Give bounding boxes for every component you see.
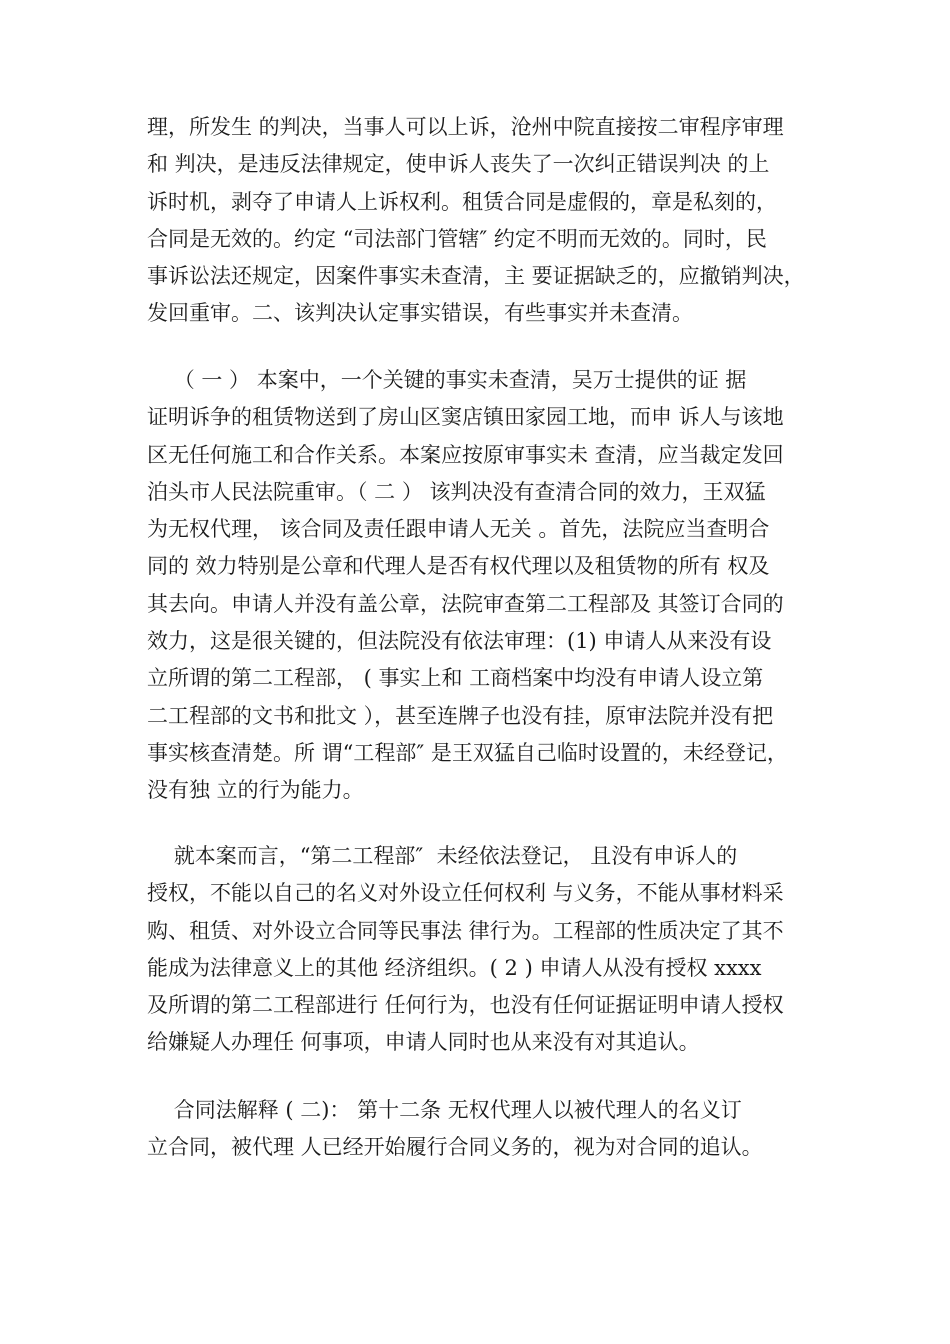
text-line: 就本案而言，“第二工程部″ 未经依法登记， 且没有申诉人的 bbox=[147, 844, 738, 868]
text-line: 诉时机，剥夺了申请人上诉权利。租赁合同是虚假的，章是私刻的， bbox=[147, 189, 777, 214]
text-line: 合同法解释 ( 二)： 第十二条 无权代理人以被代理人的名义订 bbox=[147, 1098, 742, 1122]
text-line: 事实核查清楚。所 谓“工程部″ 是王双猛自己临时设置的，未经登记， bbox=[147, 740, 788, 765]
text-line: 能成为法律意义上的其他 经济组织。( 2 ) 申请人从没有授权 xxxx bbox=[147, 955, 762, 980]
text-line: 理，所发生 的判决，当事人可以上诉，沧州中院直接按二审程序审理 bbox=[147, 115, 784, 139]
text-line: 同的 效力特别是公章和代理人是否有权代理以及租赁物的所有 权及 bbox=[147, 554, 770, 579]
text-line: 和 判决，是违反法律规定，使申诉人丧失了一次纠正错误判决 的上 bbox=[147, 152, 770, 177]
paragraph-2 bbox=[147, 362, 827, 810]
text-line: 泊头市人民法院重审。（ 二 ） 该判决没有查清合同的效力，王双猛 bbox=[147, 479, 766, 504]
text-line: 没有独 立的行为能力。 bbox=[147, 778, 364, 803]
text-line: 授权，不能以自己的名义对外设立任何权利 与义务，不能从事材料采 bbox=[147, 881, 784, 906]
paragraph-4 bbox=[147, 1092, 827, 1167]
text-line: 二工程部的文书和批文 ），甚至连牌子也没有挂，原审法院并没有把 bbox=[147, 703, 774, 728]
text-line: （ 一 ） 本案中，一个关键的事实未查清，吴万士提供的证 据 bbox=[147, 368, 747, 392]
text-line: 证明诉争的租赁物送到了房山区窦店镇田家园工地，而申 诉人与该地 bbox=[147, 405, 784, 430]
text-line: 给嫌疑人办理任 何事项，申请人同时也从来没有对其追认。 bbox=[147, 1030, 700, 1055]
text-line: 效力，这是很关键的，但法院没有依法审理：(1) 申请人从来没有设 bbox=[147, 629, 772, 654]
text-line: 区无任何施工和合作关系。本案应按原审事实未 查清，应当裁定发回 bbox=[147, 442, 784, 467]
paragraph-1 bbox=[147, 109, 827, 333]
text-line: 发回重审。二、该判决认定事实错误，有些事实并未查清。 bbox=[147, 301, 693, 326]
text-line: 事诉讼法还规定，因案件事实未查清，主 要证据缺乏的，应撤销判决， bbox=[147, 264, 805, 289]
text-line: 立合同，被代理 人已经开始履行合同义务的，视为对合同的追认。 bbox=[147, 1135, 763, 1160]
text-line: 其去向。申请人并没有盖公章，法院审查第二工程部及 其签订合同的 bbox=[147, 591, 784, 616]
text-line: 及所谓的第二工程部进行 任何行为，也没有任何证据证明申请人授权 bbox=[147, 993, 784, 1018]
paragraph-3 bbox=[147, 838, 827, 1062]
text-line: 为无权代理， 该合同及责任跟申请人无关 。首先，法院应当查明合 bbox=[147, 517, 770, 542]
text-line: 合同是无效的。约定 “司法部门管辖″ 约定不明而无效的。同时，民 bbox=[147, 226, 767, 251]
text-line: 立所谓的第二工程部， ( 事实上和 工商档案中均没有申请人设立第 bbox=[147, 666, 764, 691]
text-line: 购、租赁、对外设立合同等民事法 律行为。工程部的性质决定了其不 bbox=[147, 918, 784, 943]
